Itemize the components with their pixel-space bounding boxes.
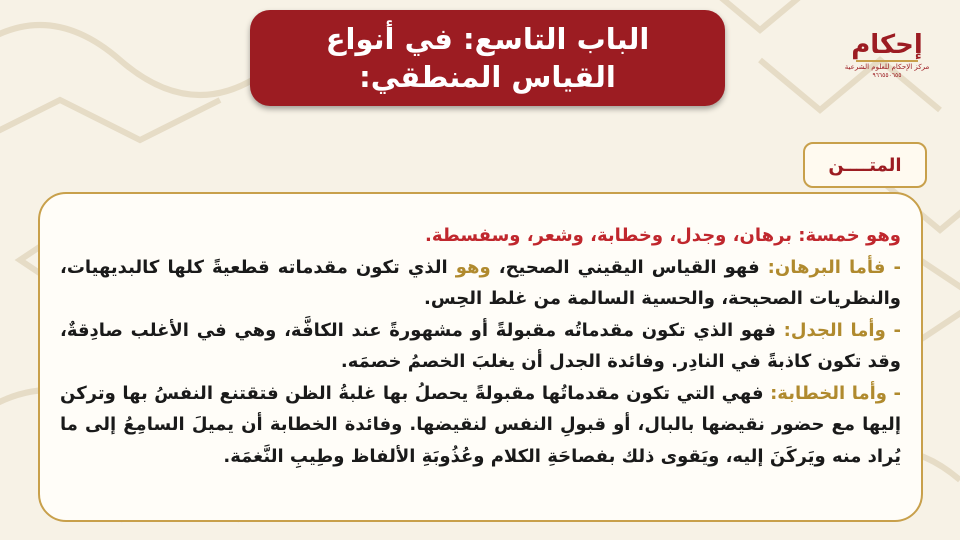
page-title-line-2: القياس المنطقي: [359, 60, 616, 94]
paragraph-text: الذي تكون مقدماته قطعيةً كلها كالبديهيات، والنظريات الصحيحة، والحسية السالمة من غلط الحِس. [60, 256, 901, 309]
page-title-line-1: الباب التاسع: في أنواع [325, 22, 650, 56]
page-title-box [250, 10, 725, 106]
paragraph-text: فهي التي تكون مقدماتُها مقبولةً يحصلُ بها غلبةُ الظن فتقتنع النفسُ بها وتركن إليها مع حضور نقيضها بالبال، أو قبولِ النفس لنقيضها. وفائدة الخطابة أن يميلَ السامِعُ إلى ما يُراد منه ويَركَنَ إليه، ويَقوى ذلك بفصاحَةِ الكلام وعُذُوبَةِ الألفاظ وطِيبِ النَّغمَة. [60, 382, 901, 467]
body-text [60, 220, 901, 472]
logo-wordmark: إحكام [851, 30, 923, 60]
paragraph-label: وهو خمسة: [798, 225, 901, 246]
paragraph-jadal [60, 315, 901, 378]
text-content-box [38, 192, 923, 522]
paragraph-types [60, 220, 901, 252]
paragraph-khitaba [60, 378, 901, 473]
paragraph-dash: - [885, 319, 901, 341]
logo-subtitle: مركز الإحكام للعلوم الشرعية [844, 63, 930, 71]
logo-number: ٩٦٦٥٥٠٦٥٥ [872, 72, 902, 79]
section-label: المتــــن [828, 154, 902, 176]
paragraph-text: فهو الذي تكون مقدماتُه مقبولةً أو مشهورةً عند الكافَّة، وهي في الأغلب صادِقةٌ، وقد تكون كاذبةً في النادِر. وفائدة الجدل أن يغلبَ الخصمُ خصمَه. [60, 319, 901, 372]
paragraph-label: وأما الجدل: [783, 319, 886, 341]
section-label-tab [803, 142, 927, 188]
paragraph-text: برهان، وجدل، وخطابة، وشعر، وسفسطة. [425, 225, 799, 246]
paragraph-text: فهو القياس اليقيني الصحيح، [490, 256, 768, 278]
paragraph-dash: - [886, 382, 901, 404]
brand-logo [842, 30, 932, 100]
paragraph-highlight: وهو [455, 256, 491, 278]
paragraph-label: فأما البرهان: [767, 256, 886, 278]
paragraph-dash: - [885, 256, 901, 278]
paragraph-burhan [60, 252, 901, 315]
paragraph-label: وأما الخطابة: [770, 382, 887, 404]
